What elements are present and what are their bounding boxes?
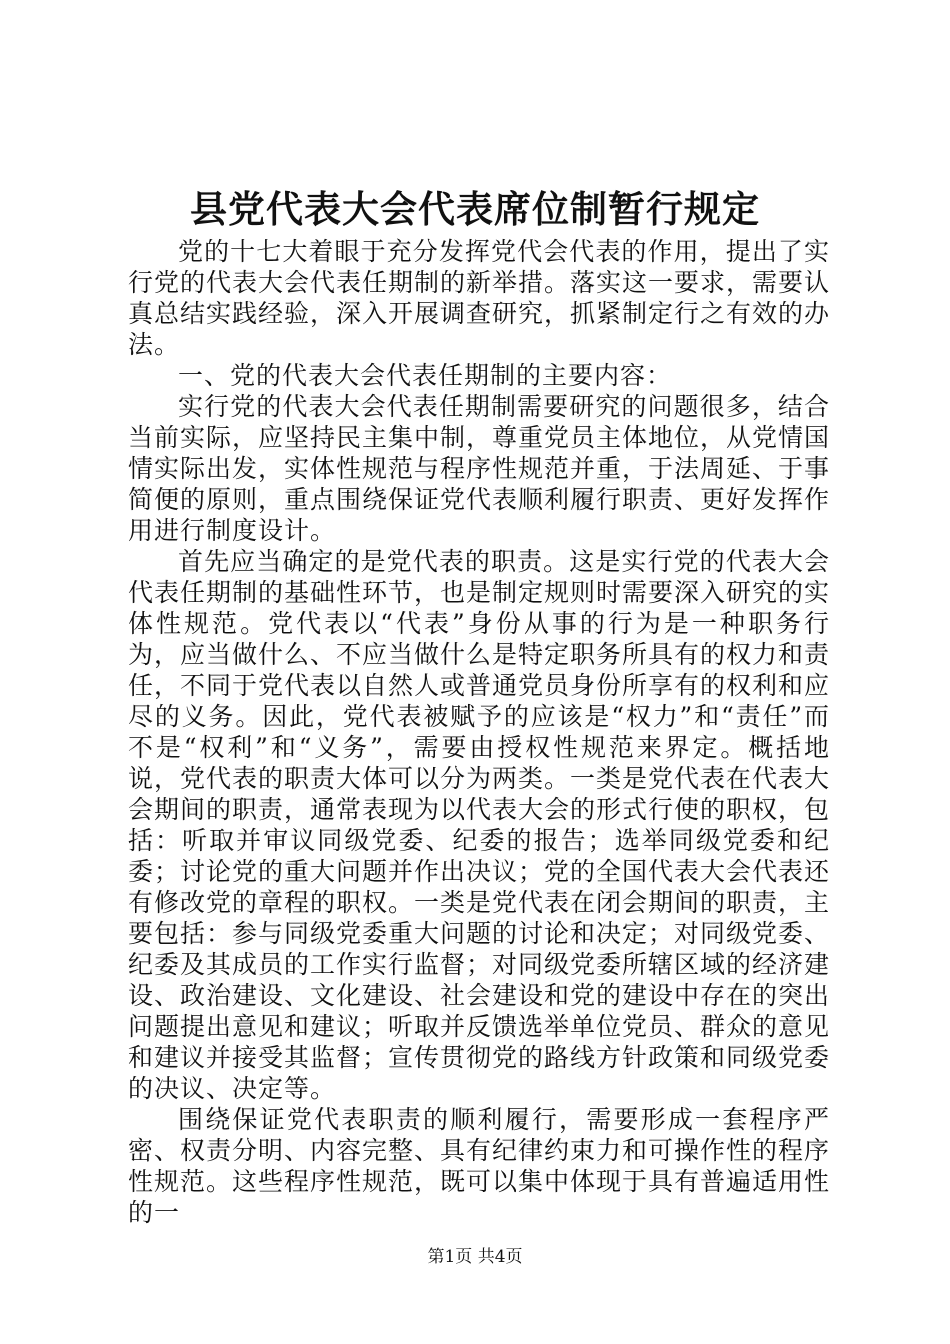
- paragraph-procedures: 围绕保证党代表职责的顺利履行，需要形成一套程序严密、权责分明、内容完整、具有纪律约束力和可操作性的程序性规范。这些程序性规范，既可以集中体现于具有普遍适用性的一: [128, 1105, 831, 1227]
- paragraph-principles: 实行党的代表大会代表任期制需要研究的问题很多，结合当前实际，应坚持民主集中制，尊重党员主体地位，从党情国情实际出发，实体性规范与程序性规范并重，于法周延、于事简便的原则，重点围绕保证党代表顺利履行职责、更好发挥作用进行制度设计。: [128, 392, 831, 545]
- paragraph-duties: 首先应当确定的是党代表的职责。这是实行党的代表大会代表任期制的基础性环节，也是制定规则时需要深入研究的实体性规范。党代表以“代表”身份从事的行为是一种职务行为，应当做什么、不应当做什么是特定职务所具有的权力和责任，不同于党代表以自然人或普通党员身份所享有的权利和应尽的义务。因此，党代表被赋予的应该是“权力”和“责任”而不是“权利”和“义务”，需要由授权性规范来界定。概括地说，党代表的职责大体可以分为两类。一类是党代表在代表大会期间的职责，通常表现为以代表大会的形式行使的职权，包括：听取并审议同级党委、纪委的报告；选举同级党委和纪委；讨论党的重大问题并作出决议；党的全国代表大会代表还有修改党的章程的职权。一类是党代表在闭会期间的职责，主要包括：参与同级党委重大问题的讨论和决定；对同级党委、纪委及其成员的工作实行监督；对同级党委所辖区域的经济建设、政治建设、文化建设、社会建设和党的建设中存在的突出问题提出意见和建议；听取并反馈选举单位党员、群众的意见和建议并接受其监督；宣传贯彻党的路线方针政策和同级党委的决议、决定等。: [128, 547, 831, 1103]
- paragraph-intro: 党的十七大着眼于充分发挥党代会代表的作用，提出了实行党的代表大会代表任期制的新举措。落实这一要求，需要认真总结实践经验，深入开展调查研究，抓紧制定行之有效的办法。: [128, 237, 831, 359]
- document-title: 县党代表大会代表席位制暂行规定: [190, 187, 760, 231]
- document-body: [128, 236, 830, 1228]
- section-heading: 一、党的代表大会代表任期制的主要内容：: [178, 361, 673, 390]
- page-number-footer: 第1页 共4页: [427, 1247, 523, 1267]
